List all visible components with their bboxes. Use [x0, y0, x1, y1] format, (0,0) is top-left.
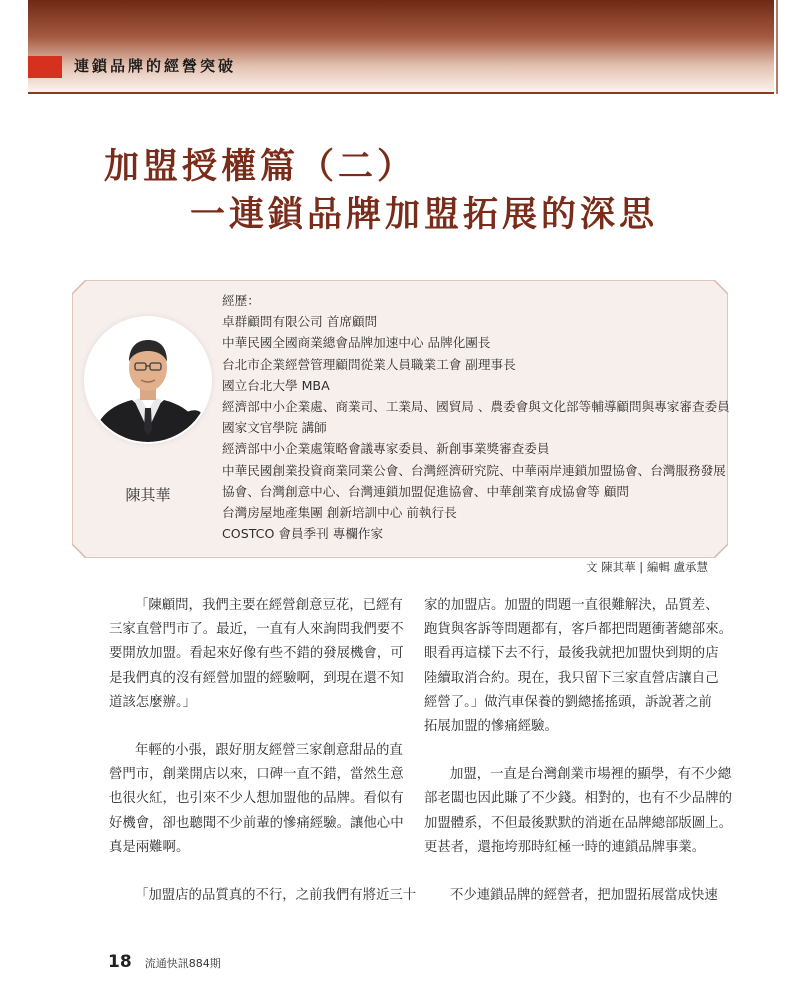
text-line: 加盟，一直是台灣創業市場裡的顯學，有不少總 [450, 767, 732, 783]
byline: 文 陳其華 | 編輯 盧承慧 [586, 560, 708, 574]
bio-line: COSTCO 會員季刊 專欄作家 [222, 526, 384, 542]
text-line: 陸續取消合約。現在，我只留下三家直營店讓自己 [424, 670, 719, 686]
bio-line: 台北市企業經營管理顧問從業人員職業工會 副理事長 [222, 356, 516, 372]
bio-line: 協會、台灣創意中心、台灣連鎖加盟促進協會、中華創業育成協會等 顧問 [222, 483, 630, 499]
bio-line: 經濟部中小企業處、商業司、工業局、國貿局 、農委會與文化部等輔導顧問與專家審查委員 [222, 399, 730, 415]
text-line: 年輕的小張，跟好朋友經營三家創意甜品的直 [135, 743, 403, 759]
bio-line: 卓群顧問有限公司 首席顧問 [222, 314, 378, 330]
text-line: 三家直營門市了。最近，一直有人來詢問我們要不 [109, 622, 404, 638]
section-marker [28, 56, 62, 78]
header-rule [28, 92, 774, 94]
page-footer [108, 952, 221, 972]
text-line: 更甚者，還拖垮那時紅極一時的連鎖品牌事業。 [424, 839, 706, 855]
section-label: 連鎖品牌的經營突破 [74, 57, 237, 75]
text-line: 經營了。」做汽車保養的劉總搖搖頭，訴說著之前 [424, 694, 712, 710]
text-line: 好機會，卻也聽聞不少前輩的慘痛經驗。讓他心中 [109, 815, 404, 831]
bio-line: 國家文官學院 講師 [222, 420, 327, 436]
author-portrait-icon [86, 318, 210, 442]
text-line: 「加盟店的品質真的不行，之前我們有將近三十 [135, 888, 417, 904]
paragraph [424, 884, 718, 908]
author-credentials [222, 290, 730, 544]
text-line: 道該怎麼辦。」 [109, 694, 197, 710]
paragraph [109, 594, 404, 715]
author-photo [86, 318, 210, 442]
text-line: 家的加盟店。加盟的問題一直很難解決，品質差、 [424, 598, 719, 613]
text-line: 加盟體系，不但最後默默的消逝在品牌總部版圖上。 [424, 815, 732, 831]
text-line: 是我們真的沒有經營加盟的經驗啊，到現在還不知 [109, 670, 404, 686]
bio-line: 台灣房屋地產集團 創新培訓中心 前執行長 [222, 505, 457, 521]
paragraph [424, 594, 732, 739]
text-line: 真是兩難啊。 [109, 839, 190, 855]
text-line: 拓展加盟的慘痛經驗。 [424, 719, 558, 735]
bio-line: 中華民國創業投資商業同業公會、台灣經濟研究院、中華兩岸連鎖加盟協會、台灣服務發展 [222, 462, 726, 478]
paragraph [109, 884, 417, 908]
text-line: 眼看再這樣下去不行，最後我就把加盟快到期的店 [424, 646, 719, 662]
header-band [28, 0, 774, 92]
article-title-line-1: 加盟授權篇（二） [104, 147, 417, 187]
text-line: 不少連鎖品牌的經營者，把加盟拓展當成快速 [450, 888, 718, 904]
publication-name: 流通快訊884期 [144, 957, 221, 970]
bio-line: 經濟部中小企業處策略會議專家委員、新創事業獎審查委員 [222, 441, 550, 457]
text-line: 營門市，創業開店以來，口碑一直不錯，當然生意 [109, 767, 404, 783]
header-edge-rule [776, 0, 778, 94]
bio-line: 國立台北大學 MBA [222, 377, 330, 393]
text-line: 「陳顧問，我們主要在經營創意豆花，已經有 [135, 598, 403, 613]
paragraph [424, 763, 732, 860]
left-column [109, 594, 417, 932]
text-line: 部老闆也因此賺了不少錢。相對的，也有不少品牌的 [424, 791, 732, 807]
text-line: 也很火紅，也引來不少人想加盟他的品牌。看似有 [109, 791, 404, 807]
article-title-line-2: 一連鎖品牌加盟拓展的深思 [190, 195, 659, 235]
right-column [424, 594, 732, 932]
text-line: 跑貨與客訴等問題都有，客戶都把問題衝著總部來。 [424, 622, 732, 638]
bio-line: 中華民國全國商業總會品牌加速中心 品牌化團長 [222, 335, 491, 351]
bio-heading: 經歷： [222, 293, 260, 308]
author-name: 陳其華 [125, 486, 171, 504]
paragraph [109, 739, 404, 860]
page-number: 18 [108, 952, 132, 972]
text-line: 要開放加盟。看起來好像有些不錯的發展機會，可 [109, 646, 404, 662]
